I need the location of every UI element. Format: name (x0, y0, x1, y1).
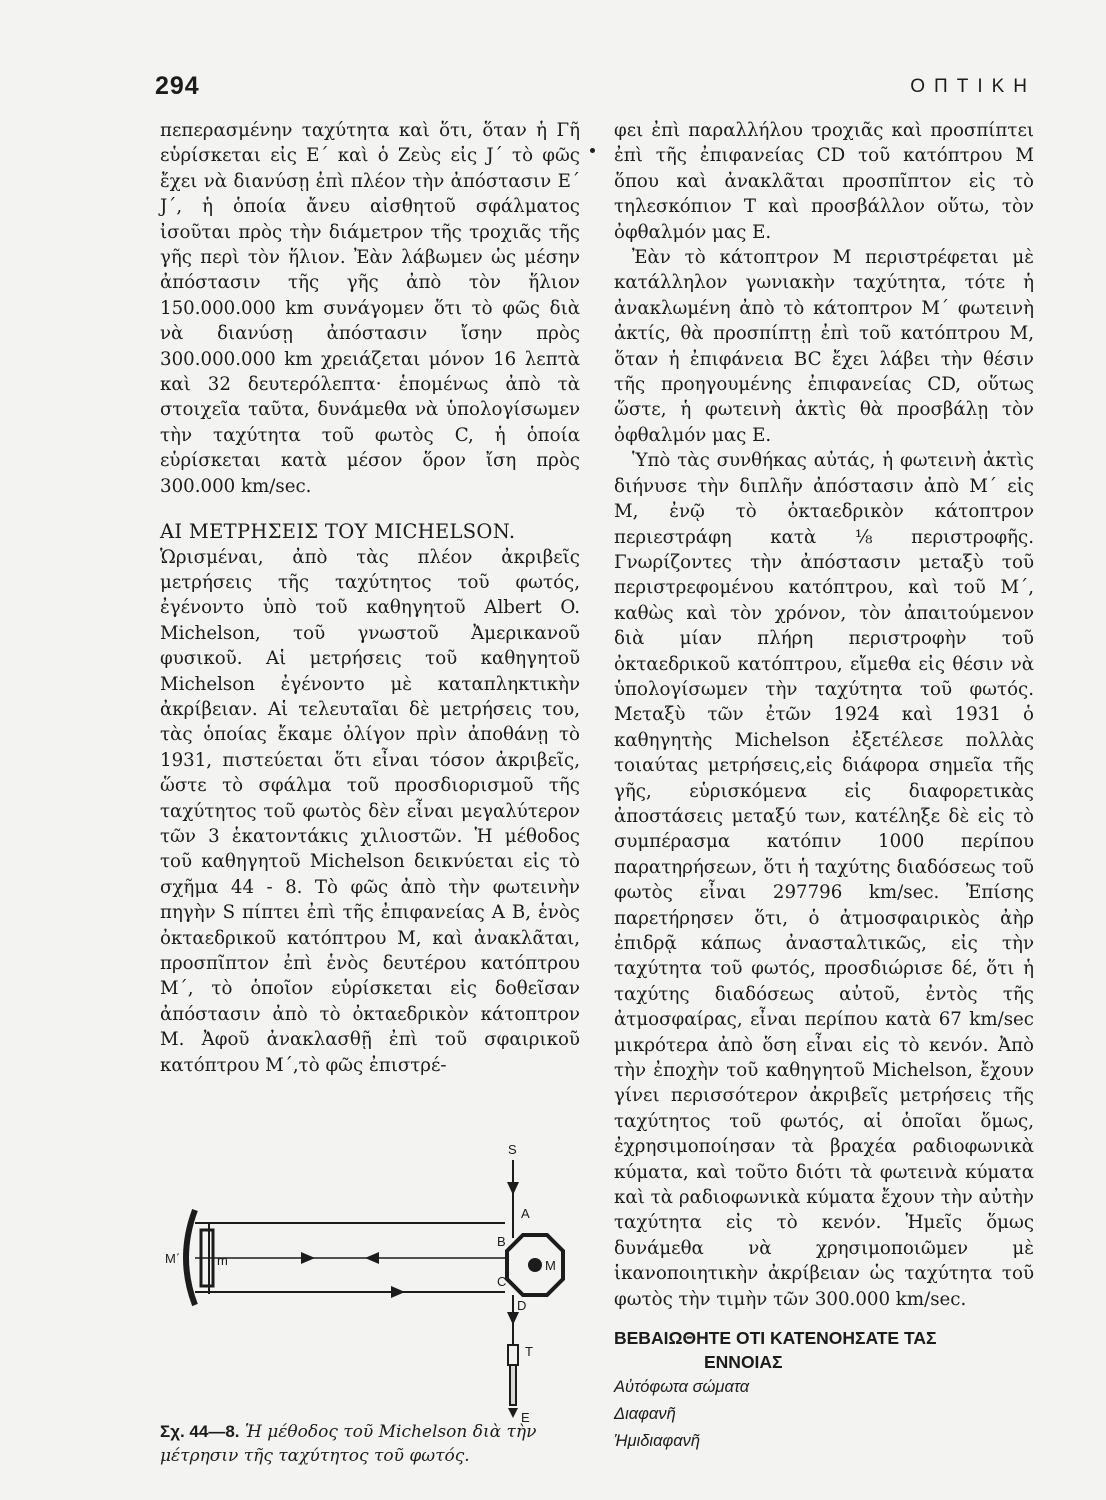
left-paragraph-2: Ὡρισμέναι, ἀπὸ τὰς πλέον ἀκριβεῖς μετρήσεις τῆς ταχύτητος τοῦ φωτός, ἐγένοντο ὑπὸ τοῦ καθηγητοῦ Albert O. Michelson, τοῦ γνωστοῦ Ἀμερικανοῦ φυσικοῦ. Αἱ μετρήσεις τοῦ καθηγητοῦ Michelson ἐγένοντο μὲ καταπληκτικὴν ἀκρίβειαν. Αἱ τελευταῖαι δὲ μετρήσεις του, τὰς ὁποίας ἔκαμε ὀλίγον πρὶν ἀποθάνῃ τὸ 1931, πιστεύεται ὅτι εἶναι τόσον ἀκριβεῖς, ὥστε τὸ σφάλμα τοῦ προσδιορισμοῦ τῆς ταχύτητος τοῦ φωτὸς δὲν εἶναι μεγαλύτερον τῶν 3 ἑκατοντάκις χιλιοστῶν. Ἡ μέθοδος τοῦ καθηγητοῦ Michelson δεικνύεται εἰς τὸ σχῆμα 44 - 8. Τὸ φῶς ἀπὸ τὴν φωτεινὴν πηγὴν S πίπτει ἐπὶ τῆς ἐπιφανείας A B, ἑνὸς ὀκταεδρικοῦ κατόπτρου M, καὶ ἀνακλᾶται, προσπῖπτον ἐπὶ ἑνὸς δευτέρου κατόπτρου M΄, τὸ ὁποῖον εὑρίσκεται εἰς δοθεῖσαν ἀπόστασιν ἀπὸ τὸ ὀκταεδρικὸν κάτοπτρον M. Ἀφοῦ ἀνακλασθῇ ἐπὶ τοῦ σφαιρικοῦ κατόπτρου M΄,τὸ φῶς ἐπιστρέ- (160, 546, 580, 1076)
page-number: 294 (155, 72, 200, 100)
beam-arrow-2 (301, 1252, 315, 1264)
section-heading-michelson: ΑΙ ΜΕΤΡΗΣΕΙΣ ΤΟΥ MICHELSON. (160, 520, 516, 544)
label-m-prime: M΄ (165, 1251, 181, 1266)
label-s: S (508, 1142, 517, 1157)
source-arrow (507, 1182, 519, 1195)
term-item: Ἡμιδιαφανῆ (614, 1432, 701, 1451)
right-paragraph-1: φει ἐπὶ παραλλήλου τροχιᾶς καὶ προσπίπτει ἐπὶ τῆς ἐπιφανείας CD τοῦ κατόπτρου M ὅπου καὶ ἀνακλᾶται προσπῖπτον εἰς τὸ τηλεσκόπιον T καὶ προσβάλλον οὕτω, τὸν ὀφθαλμόν μας E. (614, 120, 1034, 243)
check-heading-line-1: ΒΕΒΑΙΩΘΗΤΕ ΟΤΙ ΚΑΤΕΝΟΗΣΑΤΕ ΤΑΣ (614, 1328, 937, 1349)
spherical-mirror-m-prime (186, 1210, 195, 1305)
telescope-tube (510, 1365, 516, 1405)
label-e: E (521, 1410, 530, 1425)
beam-arrow-1 (365, 1252, 379, 1264)
michelson-diagram (165, 1140, 585, 1425)
label-small-m: m (217, 1253, 228, 1268)
right-paragraph-2: Ἐὰν τὸ κάτοπτρον M περιστρέφεται μὲ κατάλληλον γωνιακὴν ταχύτητα, τότε ἡ ἀνακλωμένη ἀπὸ τὸ κάτοπτρον M΄ φωτεινὴ ἀκτίς, θὰ προσπίπτῃ ἐπὶ τοῦ κατόπτρου M, ὅταν ἡ ἐπιφάνεια BC ἔχει λάβει τὴν θέσιν τῆς προηγουμένης ἐπιφανείας CD, οὕτως ὥστε, ἡ φωτεινὴ ἀκτὶς θὰ προσβάλῃ τὸν ὀφθαλμόν μας E. (614, 247, 1034, 446)
right-column (614, 118, 1034, 1455)
margin-dot (590, 148, 595, 153)
check-heading-line-2: ΕΝΝΟΙΑΣ (704, 1352, 783, 1373)
left-column (160, 118, 580, 1078)
reflected-arrow (507, 1312, 519, 1325)
caption-text: Ἡ μέθοδος τοῦ Michelson διὰ τὴν μέτρησιν τῆς ταχύτητος τοῦ φωτός. (160, 1422, 537, 1466)
telescope-t (508, 1345, 518, 1365)
label-m: M (545, 1258, 556, 1273)
running-head: ΟΠΤΙΚΗ (910, 76, 1036, 97)
term-item: Διαφανῆ (614, 1405, 676, 1424)
label-t: T (525, 1344, 533, 1359)
caption-label: Σχ. 44—8. (160, 1422, 240, 1441)
check-understanding-heading (614, 1326, 1034, 1374)
label-b: B (497, 1234, 506, 1249)
right-paragraph-3: Ὑπὸ τὰς συνθήκας αὐτάς, ἡ φωτεινὴ ἀκτὶς διήνυσε τὴν διπλῆν ἀπόστασιν ἀπὸ M΄ εἰς M, ἐνῷ τὸ ὀκταεδρικὸν κάτοπτρον περιεστράφη κατὰ ⅛ περιστροφῆς. Γνωρίζοντες τὴν ἀπόστασιν μεταξὺ τοῦ περιστρεφομένου κατόπτρου, καὶ τοῦ M΄, καθὼς καὶ τὸν χρόνον, τὸν ἀπαιτούμενον διὰ μίαν πλήρη περιστροφὴν τοῦ ὀκταεδρικοῦ κατόπτρου, εἴμεθα εἰς θέσιν νὰ ὑπολογίσωμεν τὴν ταχύτητα τοῦ φωτός. Μεταξὺ τῶν ἐτῶν 1924 καὶ 1931 ὁ καθηγητὴς Michelson ἐξετέλεσε πολλὰς τοιαύτας μετρήσεις,εἰς διάφορα σημεῖα τῆς γῆς, εὑρισκόμενα εἰς διαφορετικὰς ἀποστάσεις μεταξύ των, κατέληξε δὲ εἰς τὸ συμπέρασμα κατόπιν 1000 περίπου παρατηρήσεων, ὅτι ἡ ταχύτης διαδόσεως τοῦ φωτὸς εἶναι 297796 km/sec. Ἐπίσης παρετήρησεν ὅτι, ὁ ἀτμοσφαιρικὸς ἀὴρ ἐπιδρᾷ κάπως ἀνασταλτικῶς, εἰς τὴν ταχύτητα τοῦ φωτός, προσδιώρισε δέ, ὅτι ἡ ταχύτης διαδόσεως αὐτοῦ, ἐντὸς τῆς ἀτμοσφαίρας, εἶναι περίπου κατὰ 67 km/sec μικρότερα ἀπὸ ὅση εἶναι εἰς τὸ κενόν. Ἀπὸ τὴν ἐποχὴν τοῦ καθηγητοῦ Michelson, ἔχουν γίνει περισσότερον ἀκριβεῖς μετρήσεις τῆς ταχύτητος τοῦ φωτός, αἱ ὁποῖαι ὅμως, ἐχρησιμοποίησαν τὰ βραχέα ραδιοφωνικὰ κύματα, καὶ τοῦτο διότι τὰ φωτεινὰ κύματα καὶ τὰ ραδιοφωνικὰ κύματα ἔχουν τὴν αὐτὴν ταχύτητα εἰς τὸ κενόν. Ἡμεῖς ὅμως δυνάμεθα νὰ χρησιμοποιῶμεν μὲ ἱκανοποιητικὴν ἀκρίβειαν ὡς ταχύτητα τοῦ φωτὸς τὴν τιμὴν τῶν 300.000 km/sec. (614, 450, 1034, 1310)
left-paragraph-1: πεπερασμένην ταχύτητα καὶ ὅτι, ὅταν ἡ Γῆ εὑρίσκεται εἰς Ε΄ καὶ ὁ Ζεὺς εἰς J΄ τὸ φῶς ἔχει νὰ διανύσῃ ἐπὶ πλέον τὴν ἀπόστασιν Ε΄ J΄, ἡ ὁποία ἄνευ αἰσθητοῦ σφάλματος ἰσοῦται πρὸς τὴν διάμετρον τῆς τροχιᾶς τῆς γῆς περὶ τὸν ἥλιον. Ἐὰν λάβωμεν ὡς μέσην ἀπόστασιν τῆς γῆς ἀπὸ τὸν ἥλιον 150.000.000 km συνάγομεν ὅτι τὸ φῶς διὰ νὰ διανύσῃ ἀπόστασιν ἴσην πρὸς 300.000.000 km χρειάζεται μόνον 16 λεπτὰ καὶ 32 δευτερόλεπτα· ἑπομένως ἀπὸ τὰ στοιχεῖα ταῦτα, δυνάμεθα νὰ ὑπολογίσωμεν τὴν ταχύτητα τοῦ φωτὸς C, ἡ ὁποία εὑρίσκεται κατὰ μέσον ὅρον ἴση πρὸς 300.000 km/sec. (160, 120, 580, 497)
eye-arrow (508, 1408, 518, 1418)
label-c: C (497, 1274, 507, 1289)
label-d: D (517, 1298, 527, 1313)
term-item: Αὐτόφωτα σώματα (614, 1378, 750, 1397)
rotation-axis (528, 1258, 542, 1272)
michelson-apparatus-figure (165, 1140, 585, 1425)
figure-caption (160, 1420, 590, 1468)
beam-arrow-3 (391, 1286, 405, 1298)
label-a: A (521, 1206, 530, 1221)
